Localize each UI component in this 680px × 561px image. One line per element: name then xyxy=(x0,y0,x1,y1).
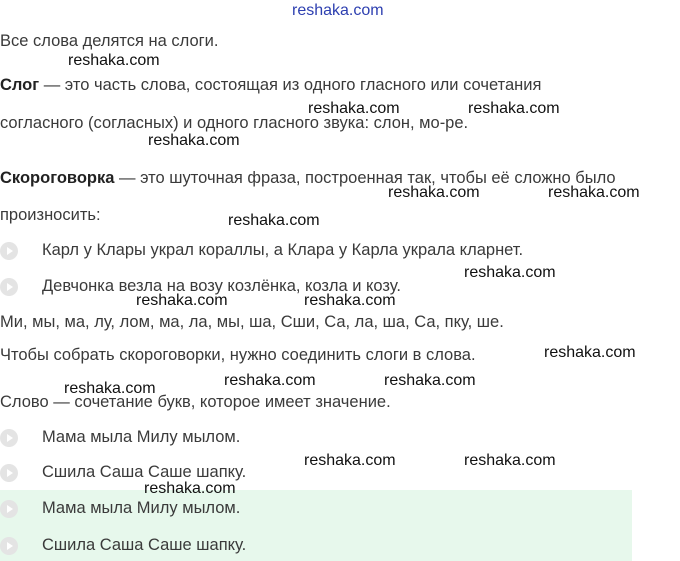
example-item: Карл у Клары украл кораллы, а Клара у Карла украла кларнет. xyxy=(42,241,524,259)
answer-item: Мама мыла Милу мылом. xyxy=(42,428,241,446)
watermark: reshaka.com xyxy=(544,344,636,361)
term-skorogovorka: Скороговорка xyxy=(0,169,115,187)
watermark: reshaka.com xyxy=(388,184,480,201)
watermark-top: reshaka.com xyxy=(292,2,384,19)
syllables-text: Ми, мы, ма, лу, лом, ма, ла, мы, ша, Сши, Са, ла, ша, Са, пку, ше. xyxy=(0,313,504,331)
play-icon xyxy=(0,278,18,296)
definition-slovo: Слово — сочетание букв, которое имеет значение. xyxy=(0,393,391,411)
watermark: reshaka.com xyxy=(64,380,156,397)
watermark: reshaka.com xyxy=(464,452,556,469)
definition-slog xyxy=(0,76,541,95)
watermark: reshaka.com xyxy=(384,372,476,389)
watermark: reshaka.com xyxy=(136,292,228,309)
example-item: Девчонка везла на возу козлёнка, козла и козу. xyxy=(42,277,401,295)
definition-slog-text: — это часть слова, состоящая из одного гласного или сочетания xyxy=(39,76,542,94)
answer-item: Сшила Саша Саше шапку. xyxy=(42,463,247,481)
definition-slog-cont: согласного (согласных) и одного гласного звука: слон, мо-ре. xyxy=(0,114,469,132)
intro-text: Все слова делятся на слоги. xyxy=(0,32,219,50)
watermark: reshaka.com xyxy=(224,372,316,389)
play-icon xyxy=(0,242,18,260)
watermark: reshaka.com xyxy=(304,292,396,309)
definition-skorogovorka xyxy=(0,169,616,188)
answer-item: Мама мыла Милу мылом. xyxy=(42,499,241,517)
watermark: reshaka.com xyxy=(144,480,236,497)
watermark: reshaka.com xyxy=(304,452,396,469)
answer-item: Сшила Саша Саше шапку. xyxy=(42,536,247,554)
term-slog: Слог xyxy=(0,76,40,94)
watermark: reshaka.com xyxy=(548,184,640,201)
play-icon xyxy=(0,429,18,447)
definition-skorogovorka-cont: произносить: xyxy=(0,206,101,224)
watermark: reshaka.com xyxy=(228,212,320,229)
watermark: reshaka.com xyxy=(308,100,400,117)
watermark: reshaka.com xyxy=(468,100,560,117)
play-icon xyxy=(0,537,18,555)
instruction-text: Чтобы собрать скороговорки, нужно соединить слоги в слова. xyxy=(0,346,476,364)
watermark: reshaka.com xyxy=(148,132,240,149)
play-icon xyxy=(0,500,18,518)
play-icon xyxy=(0,464,18,482)
watermark: reshaka.com xyxy=(68,52,160,69)
definition-skorogovorka-text: — это шуточная фраза, построенная так, чтобы её сложно было xyxy=(114,169,616,187)
watermark: reshaka.com xyxy=(464,264,556,281)
